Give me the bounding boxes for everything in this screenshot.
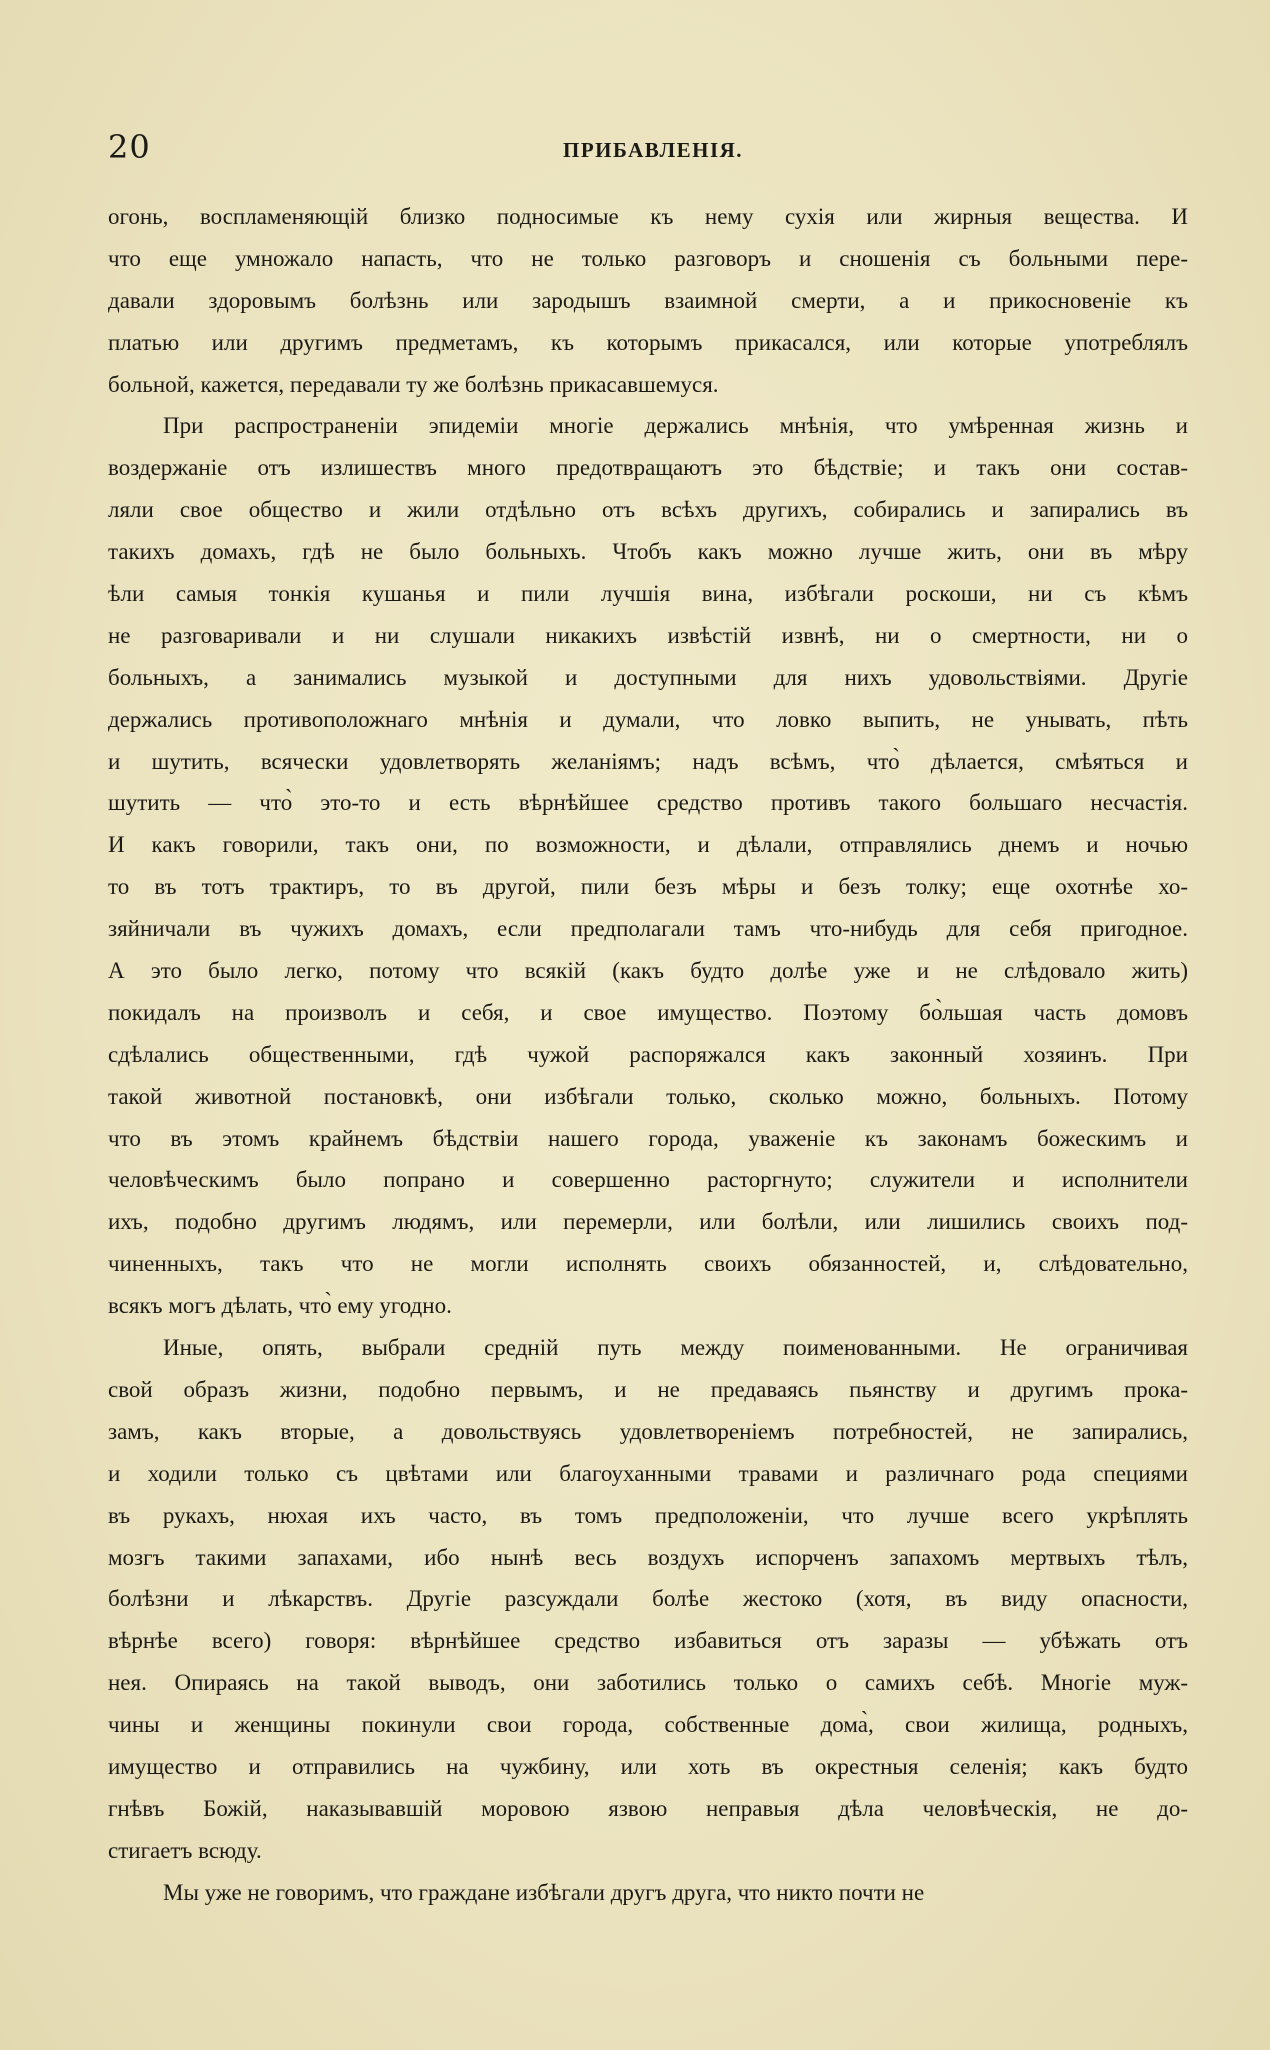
text-line: гнѣвъ Божій, наказывавшій моровою язвою неправыя дѣла человѣческія, не до- xyxy=(108,1795,1188,1821)
text-line: шутить — что̀ это-то и есть вѣрнѣйшее средство противъ такого большаго несчастія. xyxy=(108,790,1188,816)
text-line: такихъ домахъ, гдѣ не было больныхъ. Чтобъ какъ можно лучше жить, они въ мѣру xyxy=(108,539,1188,565)
text-line: въ рукахъ, нюхая ихъ часто, въ томъ предположеніи, что лучше всего укрѣплять xyxy=(108,1502,1188,1528)
text-line: такой животной постановкѣ, они избѣгали только, сколько можно, больныхъ. Потому xyxy=(108,1083,1188,1109)
text-line: больной, кажется, передавали ту же болѣзнь прикасавшемуся. xyxy=(108,371,719,397)
running-head: ПРИБАВЛЕНІЯ. xyxy=(563,138,744,162)
text-line: чиненныхъ, такъ что не могли исполнять своихъ обязанностей, и, слѣдовательно, xyxy=(108,1251,1188,1277)
text-line: и шутить, всячески удовлетворять желаніямъ; надъ всѣмъ, что̀ дѣлается, смѣяться и xyxy=(108,748,1188,774)
text-line: чины и женщины покинули свои города, собственные дома̀, свои жилища, родныхъ, xyxy=(108,1712,1188,1738)
text-line: ихъ, подобно другимъ людямъ, или перемерли, или болѣли, или лишились своихъ под- xyxy=(108,1209,1188,1235)
text-line: При распространеніи эпидеміи многіе держались мнѣнія, что умѣренная жизнь и xyxy=(163,413,1188,439)
text-line: то въ тотъ трактиръ, то въ другой, пили безъ мѣры и безъ толку; еще охотнѣе хо- xyxy=(108,874,1188,900)
body-text xyxy=(108,196,1188,1914)
text-line: вѣрнѣе всего) говоря: вѣрнѣйшее средство избавиться отъ заразы — убѣжать отъ xyxy=(108,1628,1188,1654)
text-line: давали здоровымъ болѣзнь или зародышъ взаимной смерти, а и прикосновеніе къ xyxy=(108,287,1188,313)
page-header xyxy=(108,128,1188,172)
text-line: не разговаривали и ни слушали никакихъ извѣстій извнѣ, ни о смертности, ни о xyxy=(108,622,1188,648)
text-line: и ходили только съ цвѣтами или благоуханными травами и различнаго рода специями xyxy=(108,1460,1188,1486)
text-line: свой образъ жизни, подобно первымъ, и не предаваясь пьянству и другимъ прока- xyxy=(108,1376,1188,1402)
text-line: огонь, воспламеняющій близко подносимые къ нему сухія или жирныя вещества. И xyxy=(108,204,1188,229)
text-line: нея. Опираясь на такой выводъ, они заботились только о самихъ себѣ. Многіе муж- xyxy=(108,1670,1188,1696)
text-line: ляли свое общество и жили отдѣльно отъ всѣхъ другихъ, собирались и запирались въ xyxy=(108,497,1188,523)
text-line: стигаетъ всюду. xyxy=(108,1837,262,1863)
text-line: что еще умножало напасть, что не только разговоръ и сношенія съ больными пере- xyxy=(108,245,1188,271)
text-line: покидалъ на произволъ и себя, и свое имущество. Поэтому бо̀льшая часть домовъ xyxy=(108,999,1188,1025)
text-line: мозгъ такими запахами, ибо нынѣ весь воздухъ испорченъ запахомъ мертвыхъ тѣлъ, xyxy=(108,1544,1188,1570)
text-line: замъ, какъ вторые, а довольствуясь удовлетвореніемъ потребностей, не запирались, xyxy=(108,1418,1188,1444)
text-line: ѣли самыя тонкія кушанья и пили лучшія вина, избѣгали роскоши, ни съ кѣмъ xyxy=(108,581,1188,607)
text-line: больныхъ, а занимались музыкой и доступными для нихъ удовольствіями. Другіе xyxy=(108,664,1188,690)
text-line: имущество и отправились на чужбину, или хоть въ окрестныя селенія; какъ будто xyxy=(108,1753,1188,1779)
text-line: болѣзни и лѣкарствъ. Другіе разсуждали болѣе жестоко (хотя, въ виду опасности, xyxy=(108,1586,1188,1612)
text-line: всякъ могъ дѣлать, что̀ ему угодно. xyxy=(108,1293,452,1319)
text-line: А это было легко, потому что всякій (какъ будто долѣе уже и не слѣдовало жить) xyxy=(108,958,1188,984)
text-line: И какъ говорили, такъ они, по возможности, и дѣлали, отправлялись днемъ и ночью xyxy=(108,832,1188,858)
text-line: сдѣлались общественными, гдѣ чужой распоряжался какъ законный хозяинъ. При xyxy=(108,1041,1188,1067)
text-line: платью или другимъ предметамъ, къ которымъ прикасался, или которые употреблялъ xyxy=(108,329,1188,355)
page-number: 20 xyxy=(108,128,151,166)
text-line: зяйничали въ чужихъ домахъ, если предполагали тамъ что-нибудь для себя пригодное. xyxy=(108,916,1188,942)
text-line: Мы уже не говоримъ, что граждане избѣгали другъ друга, что никто почти не xyxy=(163,1879,925,1905)
text-line: Иные, опять, выбрали средній путь между поименованными. Не ограничивая xyxy=(163,1335,1188,1361)
text-line: воздержаніе отъ излишествъ много предотвращаютъ это бѣдствіе; и такъ они состав- xyxy=(108,455,1188,481)
text-line: человѣческимъ было попрано и совершенно расторгнуто; служители и исполнители xyxy=(108,1167,1188,1193)
text-line: что въ этомъ крайнемъ бѣдствіи нашего города, уваженіе къ законамъ божескимъ и xyxy=(108,1125,1188,1151)
text-line: держались противоположнаго мнѣнія и думали, что ловко выпить, не унывать, пѣть xyxy=(108,706,1188,732)
